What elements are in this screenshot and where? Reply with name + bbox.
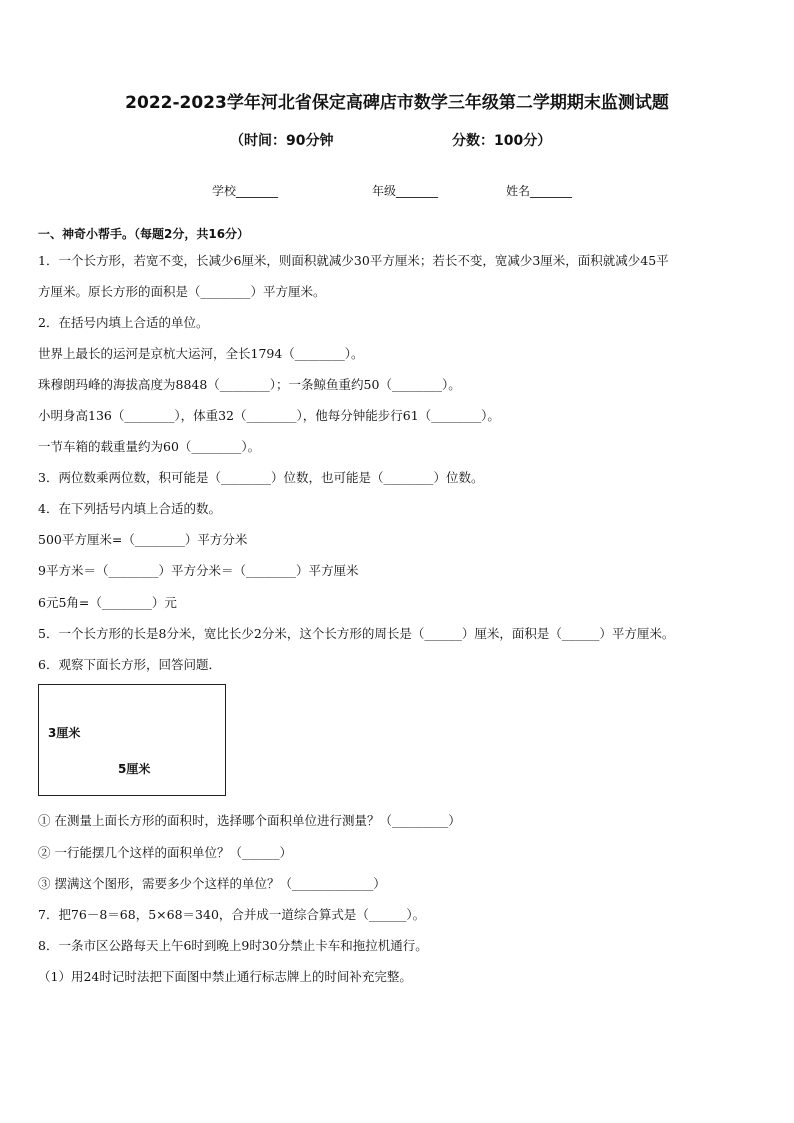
- question-3: 3．两位数乘两位数，积可能是（________）位数，也可能是（________）位数。: [38, 470, 484, 485]
- question-2-item-1: 世界上最长的运河是京杭大运河，全长1794（________）。: [38, 346, 364, 361]
- question-1-line-1: 1．一个长方形，若宽不变，长减少6厘米，则面积就减少30平方厘米；若长不变，宽减少3厘米，面积就减少45平: [38, 253, 669, 268]
- question-6-sub-2: ② 一行能摆几个这样的面积单位？（______）: [38, 845, 292, 860]
- question-4-item-3: 6元5角=（________）元: [38, 595, 177, 610]
- rectangle-width-label: 5厘米: [118, 762, 151, 776]
- question-1-line-2: 方厘米。原长方形的面积是（________）平方厘米。: [38, 284, 326, 299]
- name-field: 姓名_______: [506, 184, 573, 198]
- question-4-item-1: 500平方厘米=（________）平方分米: [38, 532, 248, 547]
- question-2-item-2: 珠穆朗玛峰的海拔高度为8848（________）；一条鲸鱼重约50（________）。: [38, 377, 461, 392]
- question-8-sub-1: （1）用24时记时法把下面图中禁止通行标志牌上的时间补充完整。: [38, 969, 412, 984]
- school-field: 学校_______: [212, 184, 279, 198]
- question-8: 8．一条市区公路每天上午6时到晚上9时30分禁止卡车和拖拉机通行。: [38, 938, 428, 953]
- exam-time: （时间：90分钟: [230, 133, 334, 149]
- question-7: 7．把76－8＝68，5×68＝340，合并成一道综合算式是（______）。: [38, 907, 426, 922]
- question-4-heading: 4．在下列括号内填上合适的数。: [38, 501, 221, 516]
- question-6-sub-1: ① 在测量上面长方形的面积时，选择哪个面积单位进行测量？（_________）: [38, 813, 461, 828]
- question-4-item-2: 9平方米＝（________）平方分米＝（________）平方厘米: [38, 563, 359, 578]
- rectangle-height-label: 3厘米: [48, 726, 81, 740]
- exam-score: 分数：100分）: [452, 133, 552, 149]
- question-2-item-4: 一节车箱的载重量约为60（________）。: [38, 439, 261, 454]
- grade-field: 年级_______: [372, 184, 439, 198]
- question-6-sub-3: ③ 摆满这个图形，需要多少个这样的单位？（_____________）: [38, 876, 386, 891]
- page-title: 2022-2023学年河北省保定高碑店市数学三年级第二学期期末监测试题: [125, 93, 669, 113]
- question-2-heading: 2．在括号内填上合适的单位。: [38, 315, 209, 330]
- section-heading: 一、神奇小帮手。（每题2分，共16分）: [38, 227, 250, 241]
- question-2-item-3: 小明身高136（________），体重32（________），他每分钟能步行61（________）。: [38, 408, 500, 423]
- question-5: 5．一个长方形的长是8分米，宽比长少2分米，这个长方形的周长是（______）厘米，面积是（______）平方厘米。: [38, 626, 675, 641]
- question-6-heading: 6．观察下面长方形，回答问题．: [38, 657, 221, 672]
